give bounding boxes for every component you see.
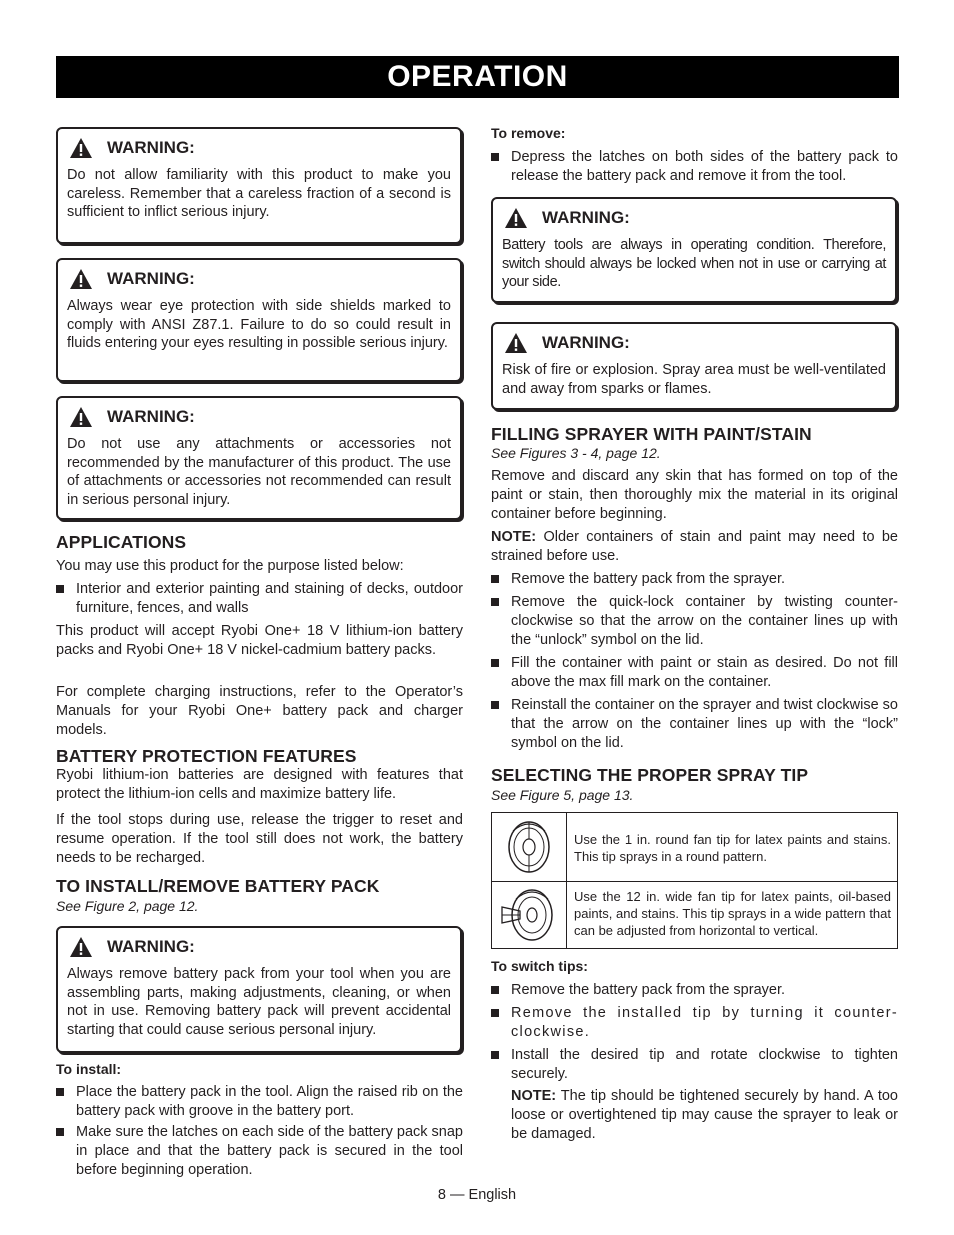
note-text: The tip should be tightened securely by hand. A too loose or overtightened tip may cause the sprayer to leak or be damaged. [511, 1088, 898, 1142]
note-text: Older containers of stain and paint may need to be strained before use. [491, 529, 898, 564]
round-fan-tip-image [492, 813, 567, 881]
spray-tip-figure-ref: See Figure 5, page 13. [491, 787, 634, 803]
remove-bullet: Depress the latches on both sides of the battery pack to release the battery pack and remove it from the tool. [491, 148, 898, 186]
note-label: NOTE: [491, 529, 537, 545]
warning-header [502, 207, 886, 229]
warning-text: Always remove battery pack from your tool when you are assembling parts, making adjustments, cleaning, or when not in use. Removing battery pack will prevent accidental starting that could cause serious personal injury. [67, 966, 451, 1038]
warning-title: WARNING: [107, 937, 195, 956]
table-row [492, 813, 897, 882]
switch-note [511, 1087, 898, 1143]
install-bullet: Make sure the latches on each side of the battery pack snap in place and that the battery pack is secured in the tool before beginning operation. [56, 1123, 463, 1179]
warning-box [56, 396, 462, 520]
warning-triangle-icon [69, 406, 93, 428]
warning-header [67, 137, 451, 159]
warning-title: WARNING: [107, 138, 195, 157]
page-footer: 8 — English [437, 1187, 517, 1203]
applications-intro: You may use this product for the purpose listed below: [56, 558, 404, 574]
to-remove-label: To remove: [491, 125, 566, 141]
install-heading: TO INSTALL/REMOVE BATTERY PACK [56, 876, 380, 896]
round-tip-description: Use the 1 in. round fan tip for latex paints and stains. This tip sprays in a round pattern. [574, 832, 891, 864]
warning-title: WARNING: [542, 333, 630, 352]
warning-title: WARNING: [542, 208, 630, 227]
spray-tip-table [491, 812, 898, 949]
warning-triangle-icon [69, 137, 93, 159]
filling-bullet: Remove the battery pack from the sprayer. [491, 570, 898, 589]
wide-fan-tip-image [492, 882, 567, 948]
warning-box [491, 197, 897, 303]
battery-heading: BATTERY PROTECTION FEATURES [56, 746, 357, 766]
table-row [492, 882, 897, 948]
switch-bullet: Install the desired tip and rotate clockwise to tighten securely. [491, 1046, 898, 1084]
applications-bullet: Interior and exterior painting and staining of decks, outdoor furniture, fences, and walls [56, 580, 463, 618]
wide-tip-description: Use the 12 in. wide fan tip for latex paints, oil-based paints, and stains. This tip sprays in a wide pattern that can be adjusted from horizontal to vertical. [574, 889, 891, 938]
filling-bullet: Remove the quick-lock container by twisting counter-clockwise so that the arrow on the container lines up with the “unlock” symbol on the lid. [491, 593, 898, 649]
warning-text: Do not allow familiarity with this product to make you careless. Remember that a careless fraction of a second is sufficient to inflict serious injury. [67, 167, 451, 221]
filling-figure-ref: See Figures 3 - 4, page 12. [491, 445, 661, 461]
warning-box [56, 258, 462, 382]
warning-header [502, 332, 886, 354]
battery-paragraph: Ryobi lithium-ion batteries are designed with features that protect the lithium-ion cells and maximize battery life. [56, 767, 463, 802]
note-label: NOTE: [511, 1088, 557, 1104]
warning-text: Battery tools are always in operating condition. Therefore, switch should always be locked when not in use or carrying at your side. [502, 237, 886, 291]
warning-triangle-icon [504, 332, 528, 354]
battery-paragraph: If the tool stops during use, release the trigger to reset and resume operation. If the tool still does not work, the battery needs to be recharged. [56, 812, 463, 866]
filling-bullet: Fill the container with paint or stain as desired. Do not fill above the max fill mark on the container. [491, 654, 898, 692]
warning-text: Always wear eye protection with side shields marked to comply with ANSI Z87.1. Failure to do so could result in fluids entering your eyes resulting in possible serious injury. [67, 298, 451, 352]
round-tip-icon [503, 817, 555, 877]
to-install-label: To install: [56, 1061, 122, 1077]
warning-box [56, 926, 462, 1053]
warning-header [67, 268, 451, 290]
warning-text: Risk of fire or explosion. Spray area must be well-ventilated and away from sparks or flames. [502, 362, 886, 397]
applications-paragraph: This product will accept Ryobi One+ 18 V lithium-ion battery packs and Ryobi One+ 18 V nickel-cadmium battery packs. [56, 623, 463, 658]
warning-box [491, 322, 897, 410]
warning-header [67, 406, 451, 428]
wide-tip-icon [498, 885, 560, 945]
install-bullet: Place the battery pack in the tool. Align the raised rib on the battery pack with groove in the battery port. [56, 1083, 463, 1121]
warning-triangle-icon [504, 207, 528, 229]
switch-bullet: Remove the installed tip by turning it counter-clockwise. [491, 1004, 898, 1042]
filling-paragraph: Remove and discard any skin that has formed on top of the paint or stain, then thoroughly mix the material in its original container before beginning. [491, 468, 898, 522]
warning-box [56, 127, 462, 244]
warning-text: Do not use any attachments or accessories not recommended by the manufacturer of this product. The use of attachments or accessories not recommended can result in serious personal injury. [67, 436, 451, 508]
applications-paragraph: For complete charging instructions, refer to the Operator’s Manuals for your Ryobi One+ battery pack and charger models. [56, 684, 463, 738]
page-title: OPERATION [56, 56, 899, 98]
warning-triangle-icon [69, 936, 93, 958]
applications-heading: APPLICATIONS [56, 532, 187, 552]
filling-note [491, 528, 898, 566]
warning-title: WARNING: [107, 407, 195, 426]
filling-heading: FILLING SPRAYER WITH PAINT/STAIN [491, 424, 812, 444]
spray-tip-heading: SELECTING THE PROPER SPRAY TIP [491, 765, 809, 785]
filling-bullet: Reinstall the container on the sprayer and twist clockwise so that the arrow on the container lines up with the “lock” symbol on the lid. [491, 696, 898, 752]
install-figure-ref: See Figure 2, page 12. [56, 898, 199, 914]
warning-header [67, 936, 451, 958]
switch-tips-label: To switch tips: [491, 958, 588, 974]
warning-triangle-icon [69, 268, 93, 290]
switch-bullet: Remove the battery pack from the sprayer. [491, 981, 898, 1000]
warning-title: WARNING: [107, 269, 195, 288]
